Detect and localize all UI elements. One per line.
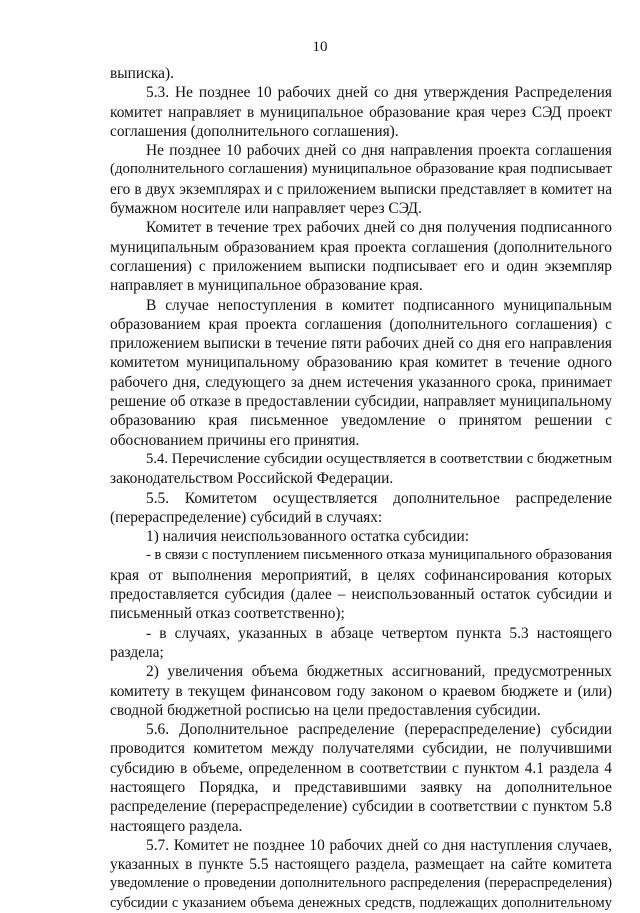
text-line: обоснованием причины его принятия. [110, 431, 360, 449]
text-line: - в случаях, указанных в абзаце четвертом пункта 5.3 настоящего [146, 624, 612, 642]
text-line: 2) увеличения объема бюджетных ассигнований, предусмотренных [146, 663, 612, 681]
text-line: комитетом муниципальному образованию края комитет в течение одного [110, 354, 612, 372]
text-line: соглашения) с приложением выписки подписывает его и один экземпляр [110, 257, 612, 275]
text-line: рабочего дня, следующего за днем истечения указанного срока, принимает [110, 373, 612, 391]
document-body [110, 64, 612, 913]
text-line: (перераспределение) субсидий в случаях: [110, 508, 383, 526]
text-line: соглашения (дополнительного соглашения). [110, 122, 399, 140]
text-line: комитет направляет в муниципальное образование края через СЭД проект [110, 103, 612, 121]
text-line: 1) наличия неиспользованного остатка субсидии: [146, 528, 469, 546]
text-line: образованием края проекта соглашения (дополнительного соглашения) с [110, 315, 612, 333]
text-line: законодательством Российской Федерации. [110, 470, 394, 488]
text-line: образованию края письменное уведомление о принятом решении с [110, 412, 612, 430]
text-line: направляет в муниципальное образование края. [110, 277, 423, 295]
text-line: настоящего Порядка, и представившими заявку на дополнительное [110, 778, 612, 796]
text-line: бумажном носителе или направляет через СЭД. [110, 200, 422, 218]
text-line: решение об отказе в предоставлении субсидии, направляет муниципальному [110, 393, 612, 411]
text-line: Комитет в течение трех рабочих дней со дня получения подписанного [146, 219, 612, 237]
text-line: раздела; [110, 643, 164, 661]
text-line: - в связи с поступлением письменного отказа муниципального образования [146, 547, 612, 564]
text-line: указанных в пункте 5.5 настоящего раздела, размещает на сайте комитета [110, 856, 612, 874]
text-line: выписка). [110, 65, 174, 82]
text-line: предоставляется субсидия (далее – неиспользованный остаток субсидии и [110, 586, 612, 604]
text-line: субсидию в объеме, определенном в соответствии с пунктом 4.1 раздела 4 [110, 759, 612, 777]
page-number: 10 [312, 39, 328, 55]
text-line: 5.4. Перечисление субсидии осуществляется в соответствии с бюджетным [146, 450, 612, 467]
text-line: (дополнительного соглашения) муниципальное образование края подписывает [110, 161, 612, 178]
text-line: распределение (перераспределение) субсидии в соответствии с пунктом 5.8 [110, 798, 612, 816]
text-line: настоящего раздела. [110, 817, 243, 835]
text-line: 5.7. Комитет не позднее 10 рабочих дней со дня наступления случаев, [146, 836, 612, 854]
text-line: письменный отказ соответственно); [110, 605, 345, 623]
text-line: 5.3. Не позднее 10 рабочих дней со дня утверждения Распределения [146, 84, 612, 102]
text-line: проводится комитетом между получателями субсидии, не получившими [110, 740, 612, 758]
text-line: субсидии с указанием объема денежных средств, подлежащих дополнительному [110, 894, 612, 911]
text-line: В случае непоступления в комитет подписанного муниципальным [146, 296, 612, 314]
text-line: муниципальным образованием края проекта соглашения (дополнительного [110, 238, 612, 256]
text-line: его в двух экземплярах и с приложением выписки представляет в комитет на [110, 180, 612, 198]
text-line: приложением выписки в течение пяти рабочих дней со дня его направления [110, 335, 612, 353]
text-line: края от выполнения мероприятий, в целях софинансирования которых [110, 566, 612, 584]
text-line: сводной бюджетной росписью на цели предоставления субсидии. [110, 701, 541, 719]
text-line: 5.5. Комитетом осуществляется дополнительное распределение [146, 489, 612, 507]
text-line: комитету в текущем финансовом году законом о краевом бюджете и (или) [110, 682, 612, 700]
text-line: уведомление о проведении дополнительного распределения (перераспределения) [110, 875, 612, 892]
text-line: Не позднее 10 рабочих дней со дня направления проекта соглашения [146, 142, 612, 160]
text-line: 5.6. Дополнительное распределение (перераспределение) субсидии [146, 721, 612, 739]
